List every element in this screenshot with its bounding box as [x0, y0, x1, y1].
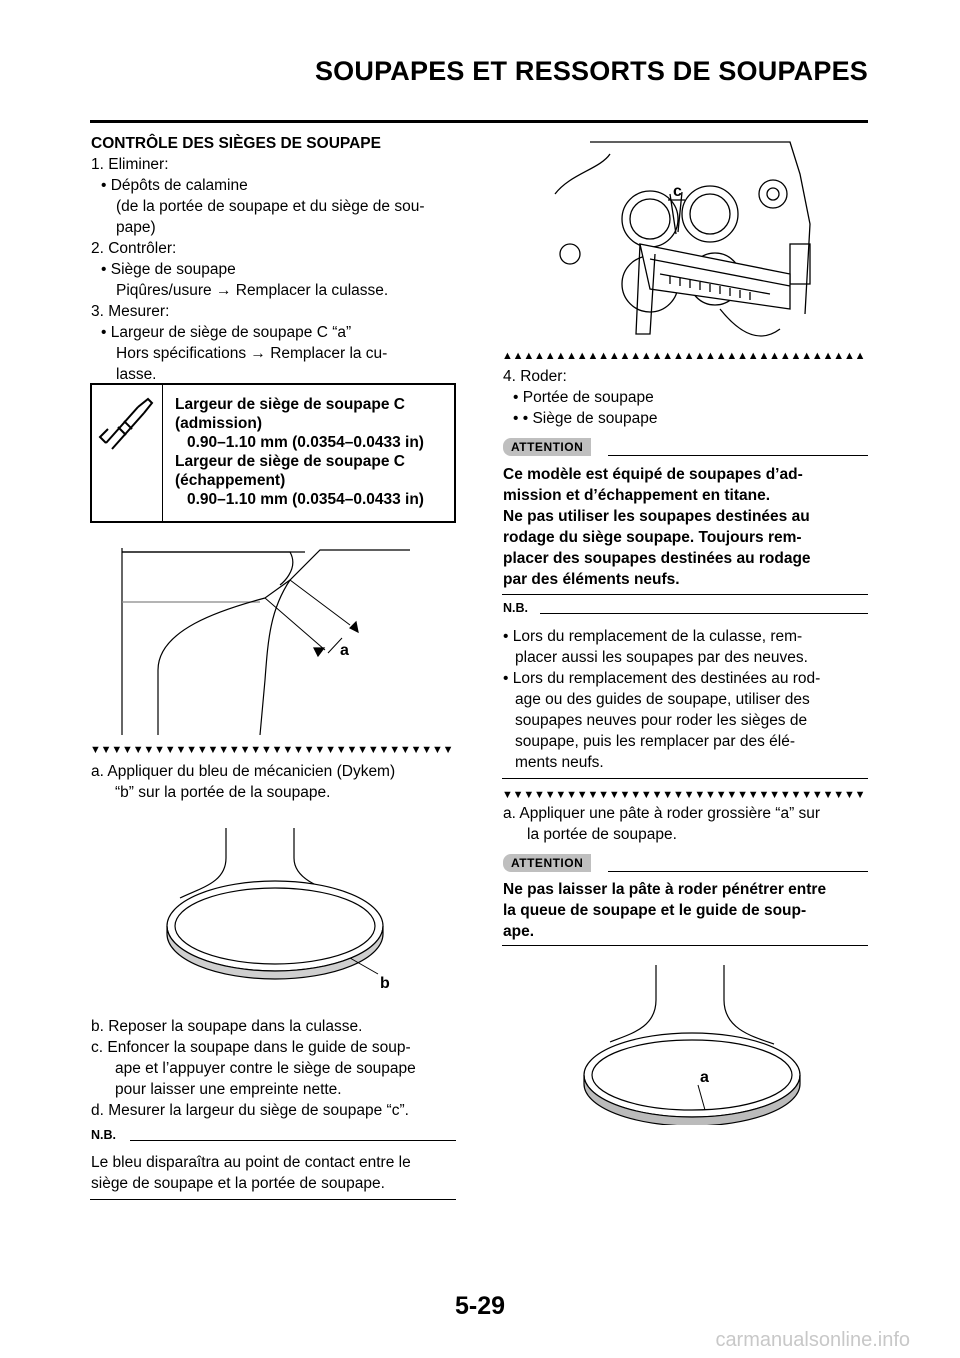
spec-intake-value: 0.90–1.10 mm (0.0354–0.0433 in) [187, 434, 424, 451]
nb-rule-bottom [90, 1199, 456, 1200]
attention-1-line1: Ce modèle est équipé de soupapes d’ad- [503, 466, 803, 483]
lapping-compound-figure [570, 960, 810, 1125]
procedure-start-marker-right: ▼▼▼▼▼▼▼▼▼▼▼▼▼▼▼▼▼▼▼▼▼▼▼▼▼▼▼▼▼▼▼▼▼▼ [502, 789, 866, 801]
nb-right-line3: • Lors du remplacement des destinées au rod- [503, 670, 821, 687]
nb-left-line1: Le bleu disparaîtra au point de contact entre le [91, 1154, 411, 1171]
attention-1-line3: Ne pas utiliser les soupapes destinées au [503, 508, 810, 525]
nb-right-rule-bottom [502, 778, 868, 779]
attention-badge-1: ATTENTION [503, 438, 591, 456]
spec-box [90, 383, 456, 523]
step-1-detail-2: pape) [116, 219, 156, 236]
spec-exhaust-title: Largeur de siège de soupape C [175, 453, 405, 470]
step-1: 1. Eliminer: [91, 156, 169, 173]
step-b: b. Reposer la soupape dans la culasse. [91, 1018, 363, 1035]
nb-right-line5: soupapes neuves pour roder les sièges de [515, 712, 808, 729]
caliper-icon [98, 393, 156, 453]
step-2-detail: Piqûres/usure → Remplacer la culasse. [116, 282, 389, 299]
attention-1-line4: rodage du siège soupape. Toujours rem- [503, 529, 802, 546]
step-a-line1: a. Appliquer du bleu de mécanicien (Dykem) [91, 763, 396, 780]
attention-2-line1: Ne pas laisser la pâte à roder pénétrer entre [503, 881, 827, 898]
attention-1-line6: par des éléments neufs. [503, 571, 680, 588]
right-step-a-line1: a. Appliquer une pâte à roder grossière “a” sur [503, 805, 821, 822]
spec-exhaust-value: 0.90–1.10 mm (0.0354–0.0433 in) [187, 491, 424, 508]
valve-seat-width-figure [110, 540, 430, 740]
nb-right-rule-top [540, 613, 868, 614]
fig2-label-b: b [380, 975, 390, 992]
procedure-end-marker: ▲▲▲▲▲▲▲▲▲▲▲▲▲▲▲▲▲▲▲▲▲▲▲▲▲▲▲▲▲▲▲▲▲▲ [502, 350, 866, 362]
step-4-bullet-2: • • Siège de soupape [513, 410, 658, 427]
nb-left-line2: siège de soupape et la portée de soupape. [91, 1175, 385, 1192]
section-heading: CONTRÔLE DES SIÈGES DE SOUPAPE [91, 135, 381, 152]
nb-label-left: N.B. [91, 1128, 116, 1142]
step-2-bullet: • Siège de soupape [101, 261, 236, 278]
step-3-detail-2: lasse. [116, 366, 157, 383]
attention-1-rule-bottom [502, 594, 868, 595]
step-1-detail: (de la portée de soupape et du siège de sou- [116, 198, 425, 215]
step-c-line3: pour laisser une empreinte nette. [115, 1081, 342, 1098]
nb-right-line6: soupape, puis les remplacer par des élé- [515, 733, 796, 750]
nb-right-line4: age ou des guides de soupape, utiliser des [515, 691, 810, 708]
page-title: SOUPAPES ET RESSORTS DE SOUPAPES [314, 56, 868, 86]
fig1-label-a: a [340, 642, 349, 659]
spec-intake-sub: (admission) [175, 415, 262, 432]
nb-right-line1: • Lors du remplacement de la culasse, rem- [503, 628, 803, 645]
step-d: d. Mesurer la largeur du siège de soupape “c”. [91, 1102, 409, 1119]
step-c-line1: c. Enfoncer la soupape dans le guide de soup- [91, 1039, 411, 1056]
attention-1-line2: mission et d’échappement en titane. [503, 487, 771, 504]
attention-badge-2: ATTENTION [503, 854, 591, 872]
step-4: 4. Roder: [503, 368, 567, 385]
photo-label-c: c [673, 183, 682, 200]
nb-right-line7: ments neufs. [515, 754, 604, 771]
seat-measurement-photo [540, 134, 825, 346]
nb-right-line2: placer aussi les soupapes par des neuves. [515, 649, 808, 666]
header-rule [90, 120, 868, 123]
procedure-start-marker: ▼▼▼▼▼▼▼▼▼▼▼▼▼▼▼▼▼▼▼▼▼▼▼▼▼▼▼▼▼▼▼▼▼▼ [90, 744, 454, 756]
attention-1-rule-top [608, 455, 868, 456]
nb-label-right: N.B. [503, 601, 528, 615]
spec-intake-title: Largeur de siège de soupape C [175, 396, 405, 413]
attention-1-line5: placer des soupapes destinées au rodage [503, 550, 811, 567]
nb-rule-top [130, 1140, 456, 1141]
step-3: 3. Mesurer: [91, 303, 170, 320]
valve-face-figure [160, 828, 400, 998]
attention-2-rule-top [608, 871, 868, 872]
spec-text [175, 395, 424, 509]
step-3-bullet: • Largeur de siège de soupape C “a” [101, 324, 352, 341]
fig3-label-a: a [700, 1069, 709, 1086]
step-3-detail: Hors spécifications → Remplacer la cu- [116, 345, 388, 362]
step-2: 2. Contrôler: [91, 240, 177, 257]
attention-2-line3: ape. [503, 923, 535, 940]
attention-2-line2: la queue de soupape et le guide de soup- [503, 902, 807, 919]
step-4-bullet-1: • Portée de soupape [513, 389, 654, 406]
attention-2-rule-bottom [502, 945, 868, 946]
step-c-line2: ape et l’appuyer contre le siège de soupape [115, 1060, 416, 1077]
spec-exhaust-sub: (échappement) [175, 472, 286, 489]
page-number: 5-29 [454, 1292, 506, 1320]
step-1-bullet: • Dépôts de calamine [101, 177, 248, 194]
right-step-a-line2: la portée de soupape. [527, 826, 677, 843]
spec-divider [162, 385, 163, 521]
watermark: carmanualsonline.info [715, 1329, 910, 1351]
step-a-line2: “b” sur la portée de la soupape. [115, 784, 331, 801]
